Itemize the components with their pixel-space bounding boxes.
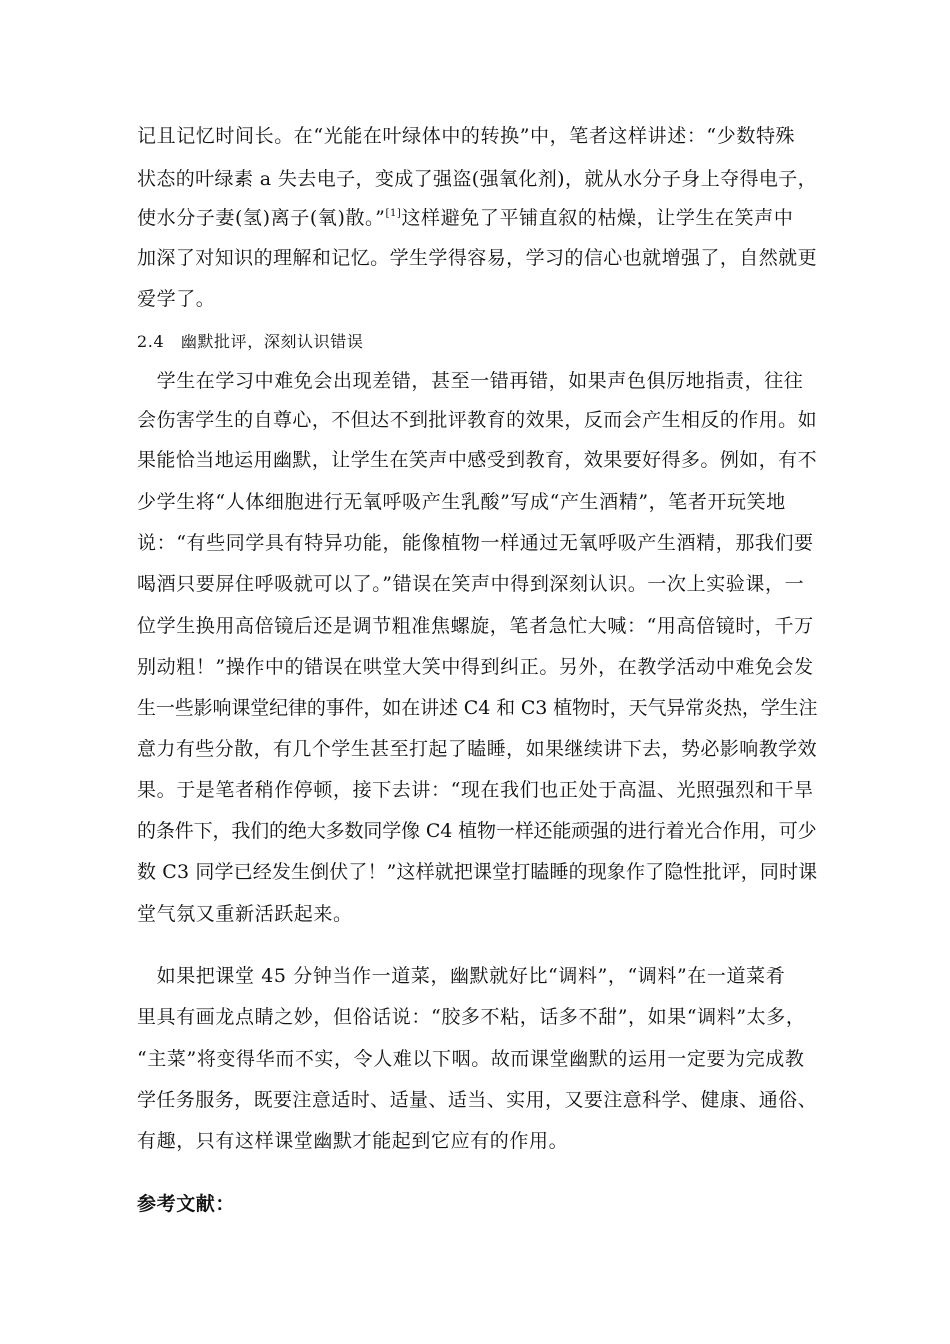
text-line: 位学生换用高倍镜后还是调节粗准焦螺旋，笔者急忙大喊：“用高倍镜时，千万 bbox=[137, 615, 814, 637]
text-line: 里具有画龙点睛之妙，但俗话说：“胶多不粘，话多不甜”，如果“调料”太多， bbox=[137, 1006, 806, 1028]
text-line: 会伤害学生的自尊心，不但达不到批评教育的效果，反而会产生相反的作用。如 bbox=[137, 409, 818, 431]
text-line: 果。于是笔者稍作停顿，接下去讲：“现在我们也正处于高温、光照强烈和干旱 bbox=[137, 779, 814, 801]
section-heading: 2.4 幽默批评，深刻认识错误 bbox=[137, 332, 364, 351]
text-line: 爱学了。 bbox=[137, 288, 216, 310]
text-line: 意力有些分散，有几个学生甚至打起了瞌睡，如果继续讲下去，势必影响教学效 bbox=[137, 738, 818, 760]
text-line: 的条件下，我们的绝大多数同学像 C4 植物一样还能顽强的进行着光合作用，可少 bbox=[137, 820, 817, 842]
text-span: 这样避免了平铺直叙的枯燥，让学生在笑声中 bbox=[401, 207, 794, 229]
text-line: 记且记忆时间长。在“光能在叶绿体中的转换”中，笔者这样讲述：“少数特殊 bbox=[137, 125, 796, 147]
text-line bbox=[137, 206, 793, 230]
text-line: 状态的叶绿素 a 失去电子，变成了强盗(强氧化剂)，就从水分子身上夺得电子， bbox=[137, 168, 818, 190]
text-line: 如果把课堂 45 分钟当作一道菜，幽默就好比“调料”，“调料”在一道菜肴 bbox=[137, 965, 786, 987]
citation-ref: [1] bbox=[385, 208, 402, 219]
text-line: 学生在学习中难免会出现差错，甚至一错再错，如果声色俱厉地指责，往往 bbox=[137, 370, 804, 392]
references-heading: 参考文献： bbox=[137, 1193, 236, 1215]
text-line: 喝酒只要屏住呼吸就可以了。”错误在笑声中得到深刻认识。一次上实验课，一 bbox=[137, 573, 805, 595]
text-line: 堂气氛又重新活跃起来。 bbox=[137, 903, 353, 925]
text-line: 果能恰当地运用幽默，让学生在笑声中感受到教育，效果要好得多。例如，有不 bbox=[137, 449, 818, 471]
text-line: 加深了对知识的理解和记忆。学生学得容易，学习的信心也就增强了，自然就更 bbox=[137, 247, 818, 269]
text-line: “主菜”将变得华而不实，令人难以下咽。故而课堂幽默的运用一定要为完成教 bbox=[137, 1048, 805, 1070]
text-line: 说：“有些同学具有特异功能，能像植物一样通过无氧呼吸产生酒精，那我们要 bbox=[137, 532, 814, 554]
text-line: 数 C3 同学已经发生倒伏了！”这样就把课堂打瞌睡的现象作了隐性批评，同时课 bbox=[137, 861, 818, 883]
text-line: 别动粗！”操作中的错误在哄堂大笑中得到纠正。另外，在教学活动中难免会发 bbox=[137, 656, 814, 678]
text-span: 使水分子妻(氢)离子(氧)散。” bbox=[137, 207, 386, 229]
text-line: 生一些影响课堂纪律的事件，如在讲述 C4 和 C3 植物时，天气异常炎热，学生注 bbox=[137, 697, 818, 719]
text-line: 少学生将“人体细胞进行无氧呼吸产生乳酸”写成“产生酒精”，笔者开玩笑地 bbox=[137, 491, 786, 513]
text-line: 学任务服务，既要注意适时、适量、适当、实用，又要注意科学、健康、通俗、 bbox=[137, 1089, 818, 1111]
text-line: 有趣，只有这样课堂幽默才能起到它应有的作用。 bbox=[137, 1130, 569, 1152]
